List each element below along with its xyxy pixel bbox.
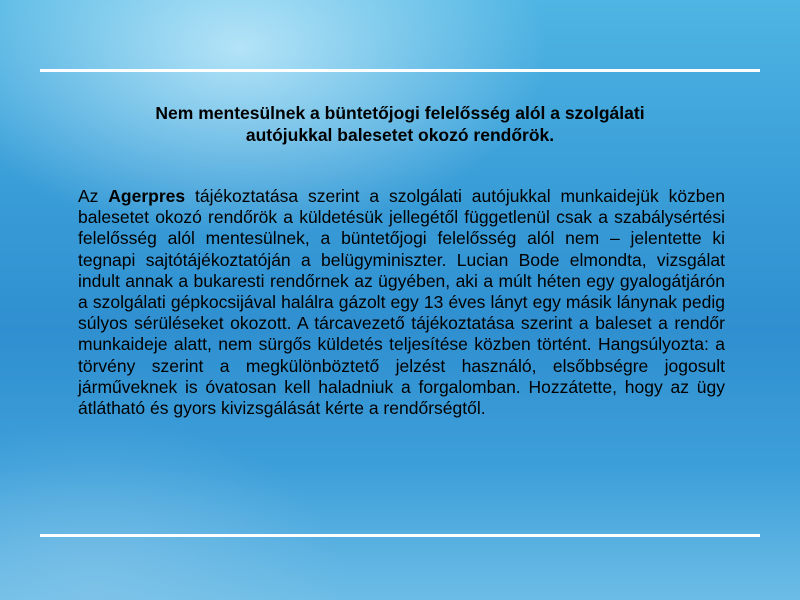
- body-lead-in: Az: [78, 186, 109, 206]
- headline-line-2: autójukkal balesetet okozó rendőrök.: [245, 125, 555, 145]
- top-divider: [40, 69, 760, 72]
- article-body: [78, 186, 725, 419]
- bottom-divider: [40, 534, 760, 537]
- headline: [100, 102, 700, 146]
- headline-line-1: Nem mentesülnek a büntetőjogi felelősség alól a szolgálati: [155, 103, 645, 123]
- body-text: tájékoztatása szerint a szolgálati autójukkal munkaidejük közben balesetet okozó rendőrök a küldetésük jellegétől függetlenül csak a szabálysértési felelősség alól mentesülnek, a büntetőjogi felelősség alól nem – jelentette ki tegnapi sajtótájékoztatóján a belügyminiszter. Lucian Bode elmondta, vizsgálat indult annak a bukaresti rendőrnek az ügyében, aki a múlt héten egy gyalogátjárón a szolgálati gépkocsijával halálra gázolt egy 13 éves lányt egy másik lánynak pedig súlyos sérüléseket okozott. A tárcavezető tájékoztatása szerint a baleset a rendőr munkaideje alatt, nem sürgős küldetés teljesítése közben történt. Hangsúlyozta: a törvény szerint a megkülönböztető jelzést használó, elsőbbségre jogosult járműveknek is óvatosan kell haladniuk a forgalomban. Hozzátette, hogy az ügy átlátható és gyors kivizsgálását kérte a rendőrségtől.: [78, 186, 725, 419]
- source-name: Agerpres: [108, 186, 186, 206]
